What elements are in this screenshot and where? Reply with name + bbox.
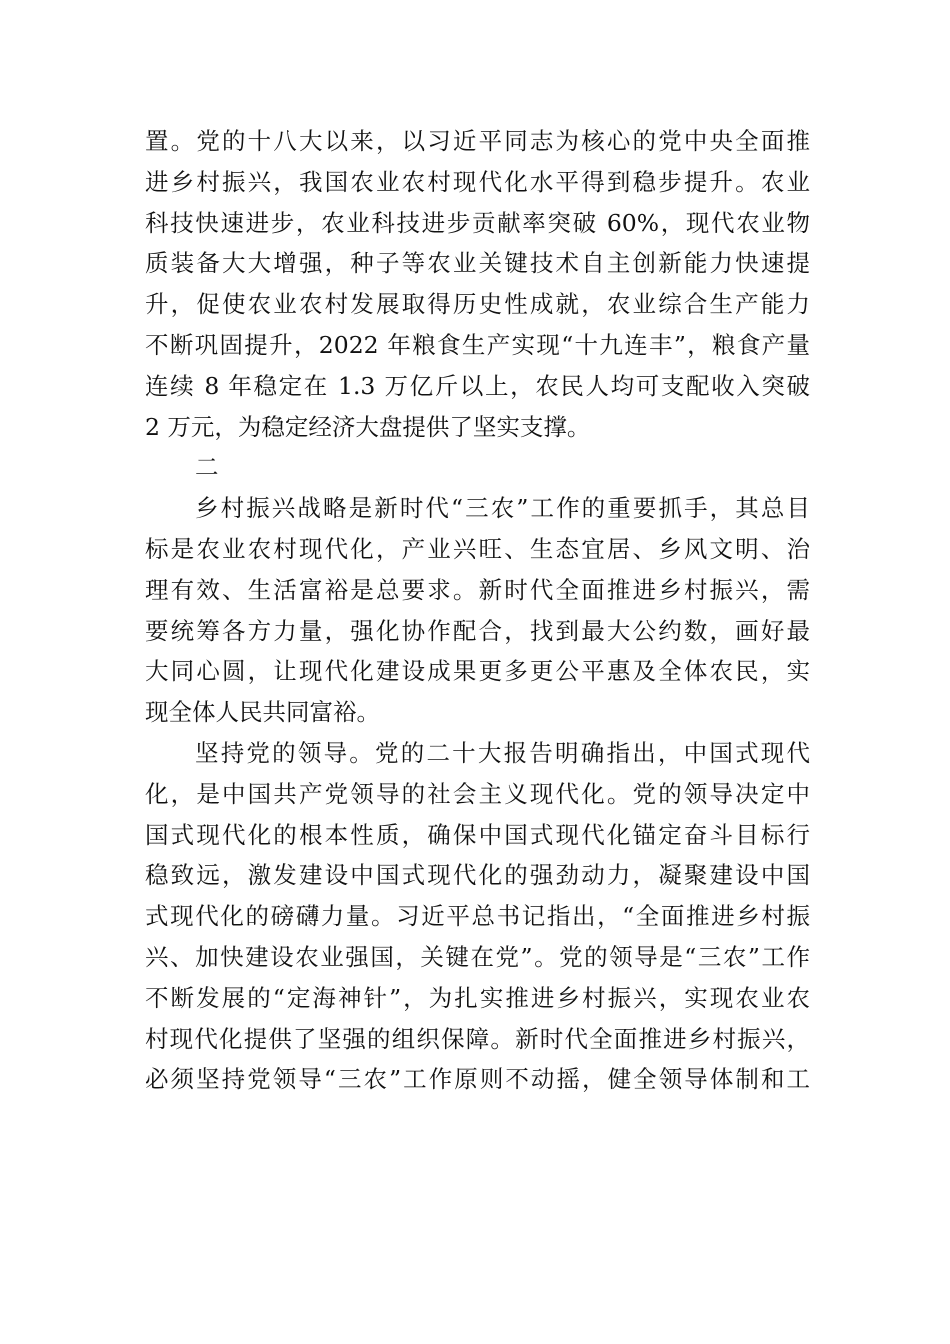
text-line: 标是农业农村现代化，产业兴旺、生态宜居、乡风文明、治: [145, 534, 810, 563]
text-line: 2 万元，为稳定经济大盘提供了坚实支撑。: [145, 412, 591, 441]
document-body: [145, 121, 810, 1100]
text-line: 式现代化的磅礴力量。习近平总书记指出，“全面推进乡村振: [145, 902, 810, 931]
paragraph-party-leadership: [145, 733, 810, 1100]
paragraph-rural-revitalization: [145, 488, 810, 733]
text-line: 科技快速进步，农业科技进步贡献率突破 60%，现代农业物: [145, 208, 810, 237]
text-line: 国式现代化的根本性质，确保中国式现代化锚定奋斗目标行: [145, 820, 810, 849]
text-line: 乡村振兴战略是新时代“三农”工作的重要抓手，其总目: [195, 494, 810, 523]
text-line: 不断巩固提升，2022 年粮食生产实现“十九连丰”，粮食产量: [145, 330, 810, 359]
text-line: 现全体人民共同富裕。: [145, 698, 380, 727]
text-line: 进乡村振兴，我国农业农村现代化水平得到稳步提升。农业: [145, 167, 810, 196]
section-heading: [145, 447, 810, 488]
section-number: 二: [195, 453, 219, 482]
text-line: 化，是中国共产党领导的社会主义现代化。党的领导决定中: [145, 779, 810, 808]
text-line: 必须坚持党领导“三农”工作原则不动摇，健全领导体制和工: [145, 1065, 810, 1094]
text-line: 不断发展的“定海神针”，为扎实推进乡村振兴，实现农业农: [145, 983, 810, 1012]
text-line: 大同心圆，让现代化建设成果更多更公平惠及全体农民，实: [145, 657, 810, 686]
text-line: 升，促使农业农村发展取得历史性成就，农业综合生产能力: [145, 290, 810, 319]
text-line: 置。党的十八大以来，以习近平同志为核心的党中央全面推: [145, 127, 810, 155]
text-line: 村现代化提供了坚强的组织保障。新时代全面推进乡村振兴，: [145, 1024, 810, 1053]
text-line: 稳致远，激发建设中国式现代化的强劲动力，凝聚建设中国: [145, 861, 810, 890]
paragraph-continuation: [145, 121, 810, 447]
text-line: 坚持党的领导。党的二十大报告明确指出，中国式现代: [195, 738, 810, 767]
text-line: 要统筹各方力量，强化协作配合，找到最大公约数，画好最: [145, 616, 810, 645]
text-line: 连续 8 年稳定在 1.3 万亿斤以上，农民人均可支配收入突破: [145, 371, 810, 400]
text-line: 质装备大大增强，种子等农业关键技术自主创新能力快速提: [145, 249, 810, 278]
text-line: 理有效、生活富裕是总要求。新时代全面推进乡村振兴，需: [145, 575, 810, 604]
text-line: 兴、加快建设农业强国，关键在党”。党的领导是“三农”工作: [145, 942, 810, 971]
